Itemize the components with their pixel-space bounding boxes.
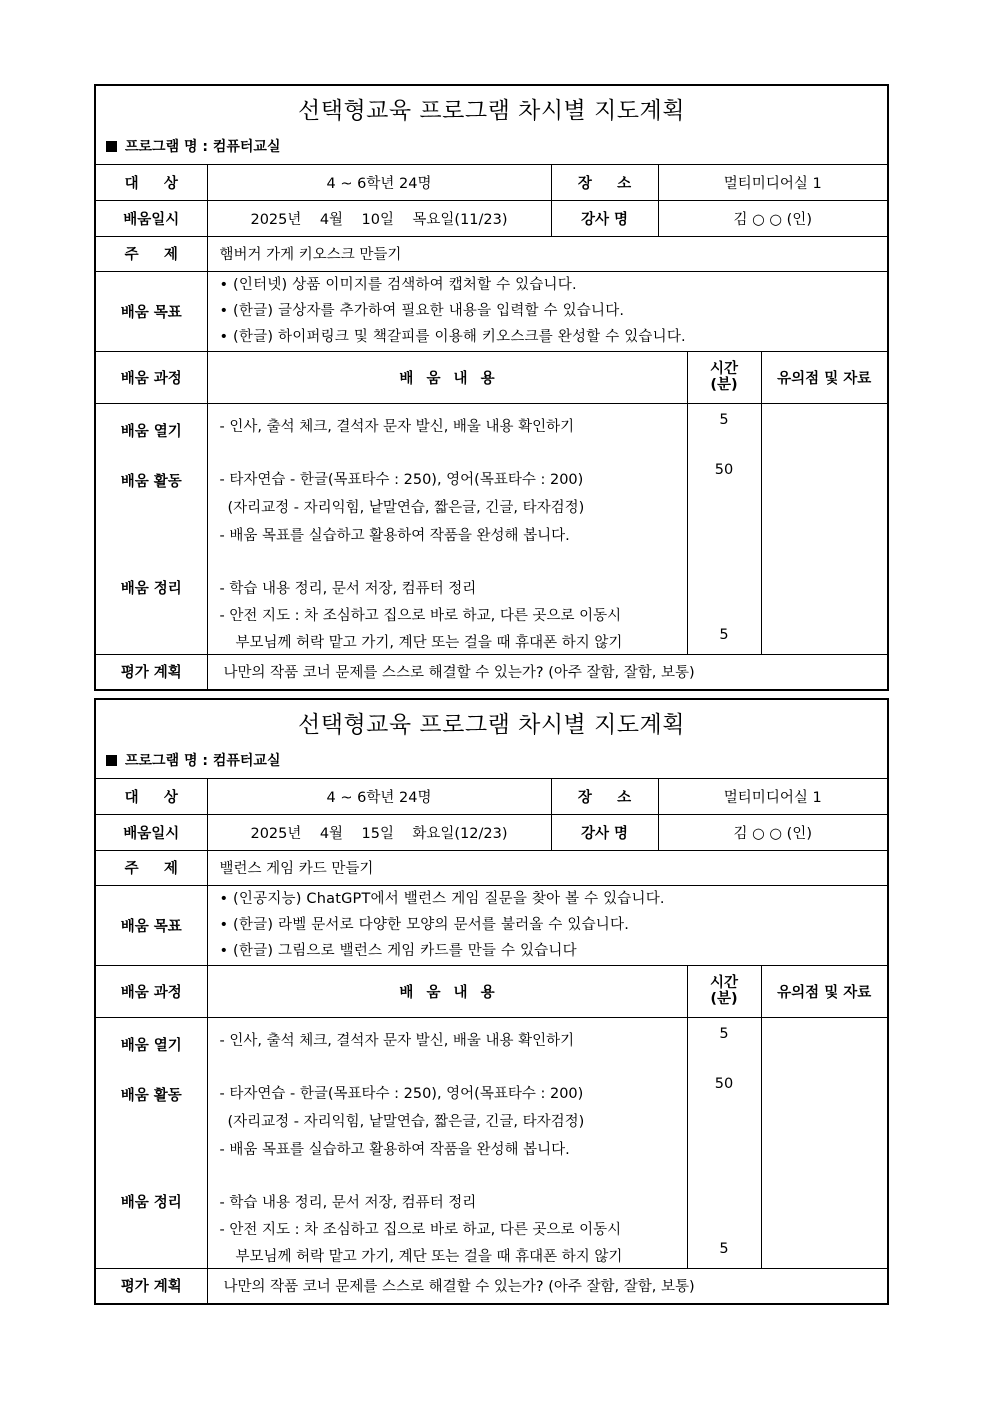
eval-row	[96, 1268, 887, 1303]
process-header-row	[96, 351, 887, 403]
time-close: 5	[719, 1240, 729, 1257]
goals-list	[207, 885, 887, 965]
content-cell	[207, 1017, 687, 1268]
time-header-line2: (분)	[710, 377, 738, 393]
process-body-row	[96, 1017, 887, 1268]
process-header: 배움 과정	[96, 351, 207, 403]
black-square-icon	[106, 755, 117, 766]
plan-header	[96, 700, 887, 779]
eval-row	[96, 654, 887, 689]
content-line: - 배움 목표를 실습하고 활용하여 작품을 완성해 봅니다.	[219, 1141, 570, 1158]
content-line: (자리교정 - 자리익힘, 낱말연습, 짧은글, 긴글, 타자검정)	[227, 499, 585, 516]
plan-title: 선택형교육 프로그램 차시별 지도계획	[298, 712, 685, 738]
goals-label: 배움 목표	[96, 271, 207, 351]
process-header: 배움 과정	[96, 965, 207, 1017]
time-activity: 50	[714, 461, 734, 478]
stage-close: 배움 정리	[120, 1194, 182, 1211]
time-header	[687, 965, 761, 1017]
topic-row	[96, 236, 887, 271]
date-weekday: 화요일(12/23)	[412, 825, 508, 842]
teacher-label: 강사 명	[551, 814, 658, 850]
plan-title: 선택형교육 프로그램 차시별 지도계획	[298, 98, 685, 124]
program-label: 프로그램 명 :	[125, 753, 213, 769]
goals-row	[96, 885, 887, 965]
stage-open: 배움 열기	[120, 423, 182, 440]
time-header-line1: 시간	[709, 975, 738, 991]
time-activity: 50	[714, 1075, 734, 1092]
stages-cell	[96, 403, 207, 654]
program-name: 컴퓨터교실	[212, 753, 281, 769]
notes-header: 유의점 및 자료	[761, 965, 887, 1017]
target-row	[96, 165, 887, 200]
eval-value: 나만의 작품 코너 문제를 스스로 해결할 수 있는가? (아주 잘함, 잘함, 보통)	[207, 654, 887, 689]
target-value: 4 ~ 6학년 24명	[207, 165, 551, 200]
place-label: 장 소	[551, 779, 658, 814]
teacher-value: 김 ○ ○ (인)	[658, 814, 887, 850]
program-name: 컴퓨터교실	[212, 139, 281, 155]
goal-item: • (한글) 그림으로 밸런스 게임 카드를 만들 수 있습니다	[219, 943, 577, 959]
black-square-icon	[106, 141, 117, 152]
content-line: - 학습 내용 정리, 문서 저장, 컴퓨터 정리	[219, 1194, 477, 1211]
notes-header: 유의점 및 자료	[761, 351, 887, 403]
content-cell	[207, 403, 687, 654]
notes-cell	[761, 403, 887, 654]
stage-activity: 배움 활동	[120, 1087, 182, 1104]
topic-label: 주 제	[96, 236, 207, 271]
content-line: - 인사, 출석 체크, 결석자 문자 발신, 배울 내용 확인하기	[219, 1032, 575, 1049]
plan-table	[96, 165, 887, 689]
target-value: 4 ~ 6학년 24명	[207, 779, 551, 814]
date-day: 10일	[361, 211, 394, 228]
content-line: - 학습 내용 정리, 문서 저장, 컴퓨터 정리	[219, 580, 477, 597]
plan-header	[96, 86, 887, 165]
content-line: 부모님께 허락 맡고 가기, 계단 또는 걸을 때 휴대폰 하지 않기	[235, 1248, 623, 1265]
time-header	[687, 351, 761, 403]
content-line: - 안전 지도 : 차 조심하고 집으로 바로 하교, 다른 곳으로 이동시	[219, 607, 622, 624]
process-body-row	[96, 403, 887, 654]
place-value: 멀티미디어실 1	[658, 779, 887, 814]
time-header-line2: (분)	[710, 991, 738, 1007]
eval-label: 평가 계획	[96, 1268, 207, 1303]
goals-label: 배움 목표	[96, 885, 207, 965]
program-label: 프로그램 명 :	[125, 139, 213, 155]
date-value	[207, 200, 551, 236]
time-cell	[687, 403, 761, 654]
date-year: 2025년	[250, 825, 302, 842]
program-line	[106, 136, 280, 156]
plan-table	[96, 779, 887, 1303]
process-header-row	[96, 965, 887, 1017]
lesson-plan-1	[94, 84, 889, 691]
content-line: - 배움 목표를 실습하고 활용하여 작품을 완성해 봅니다.	[219, 527, 570, 544]
stage-activity: 배움 활동	[120, 473, 182, 490]
target-label: 대 상	[96, 165, 207, 200]
time-open: 5	[719, 1025, 729, 1042]
time-open: 5	[719, 411, 729, 428]
content-line: - 타자연습 - 한글(목표타수 : 250), 영어(목표타수 : 200)	[219, 471, 584, 488]
goals-row	[96, 271, 887, 351]
content-line: 부모님께 허락 맡고 가기, 계단 또는 걸을 때 휴대폰 하지 않기	[235, 634, 623, 651]
eval-value: 나만의 작품 코너 문제를 스스로 해결할 수 있는가? (아주 잘함, 잘함, 보통)	[207, 1268, 887, 1303]
place-label: 장 소	[551, 165, 658, 200]
stage-close: 배움 정리	[120, 580, 182, 597]
content-header: 배 움 내 용	[207, 351, 687, 403]
place-value: 멀티미디어실 1	[658, 165, 887, 200]
goal-item: • (인터넷) 상품 이미지를 검색하여 캡처할 수 있습니다.	[219, 277, 577, 293]
eval-label: 평가 계획	[96, 654, 207, 689]
topic-row	[96, 850, 887, 885]
stages-cell	[96, 1017, 207, 1268]
goal-item: • (한글) 글상자를 추가하여 필요한 내용을 입력할 수 있습니다.	[219, 303, 625, 319]
teacher-label: 강사 명	[551, 200, 658, 236]
lesson-plan-2	[94, 698, 889, 1305]
content-line: - 안전 지도 : 차 조심하고 집으로 바로 하교, 다른 곳으로 이동시	[219, 1221, 622, 1238]
date-row	[96, 200, 887, 236]
notes-cell	[761, 1017, 887, 1268]
time-close: 5	[719, 626, 729, 643]
goal-item: • (인공지능) ChatGPT에서 밸런스 게임 질문을 찾아 볼 수 있습니다.	[219, 891, 665, 907]
date-label: 배움일시	[96, 200, 207, 236]
date-label: 배움일시	[96, 814, 207, 850]
date-month: 4월	[319, 211, 344, 228]
stage-open: 배움 열기	[120, 1037, 182, 1054]
topic-value: 밸런스 게임 카드 만들기	[207, 850, 887, 885]
content-line: - 타자연습 - 한글(목표타수 : 250), 영어(목표타수 : 200)	[219, 1085, 584, 1102]
goals-list	[207, 271, 887, 351]
date-weekday: 목요일(11/23)	[412, 211, 508, 228]
target-label: 대 상	[96, 779, 207, 814]
date-row	[96, 814, 887, 850]
goal-item: • (한글) 라벨 문서로 다양한 모양의 문서를 불러올 수 있습니다.	[219, 917, 630, 933]
time-header-line1: 시간	[709, 361, 738, 377]
program-line	[106, 750, 280, 770]
topic-value: 햄버거 가게 키오스크 만들기	[207, 236, 887, 271]
date-value	[207, 814, 551, 850]
content-line: (자리교정 - 자리익힘, 낱말연습, 짧은글, 긴글, 타자검정)	[227, 1113, 585, 1130]
target-row	[96, 779, 887, 814]
content-header: 배 움 내 용	[207, 965, 687, 1017]
topic-label: 주 제	[96, 850, 207, 885]
content-line: - 인사, 출석 체크, 결석자 문자 발신, 배울 내용 확인하기	[219, 418, 575, 435]
time-cell	[687, 1017, 761, 1268]
goal-item: • (한글) 하이퍼링크 및 책갈피를 이용해 키오스크를 완성할 수 있습니다.	[219, 329, 686, 345]
date-month: 4월	[319, 825, 344, 842]
date-year: 2025년	[250, 211, 302, 228]
date-day: 15일	[361, 825, 394, 842]
teacher-value: 김 ○ ○ (인)	[658, 200, 887, 236]
